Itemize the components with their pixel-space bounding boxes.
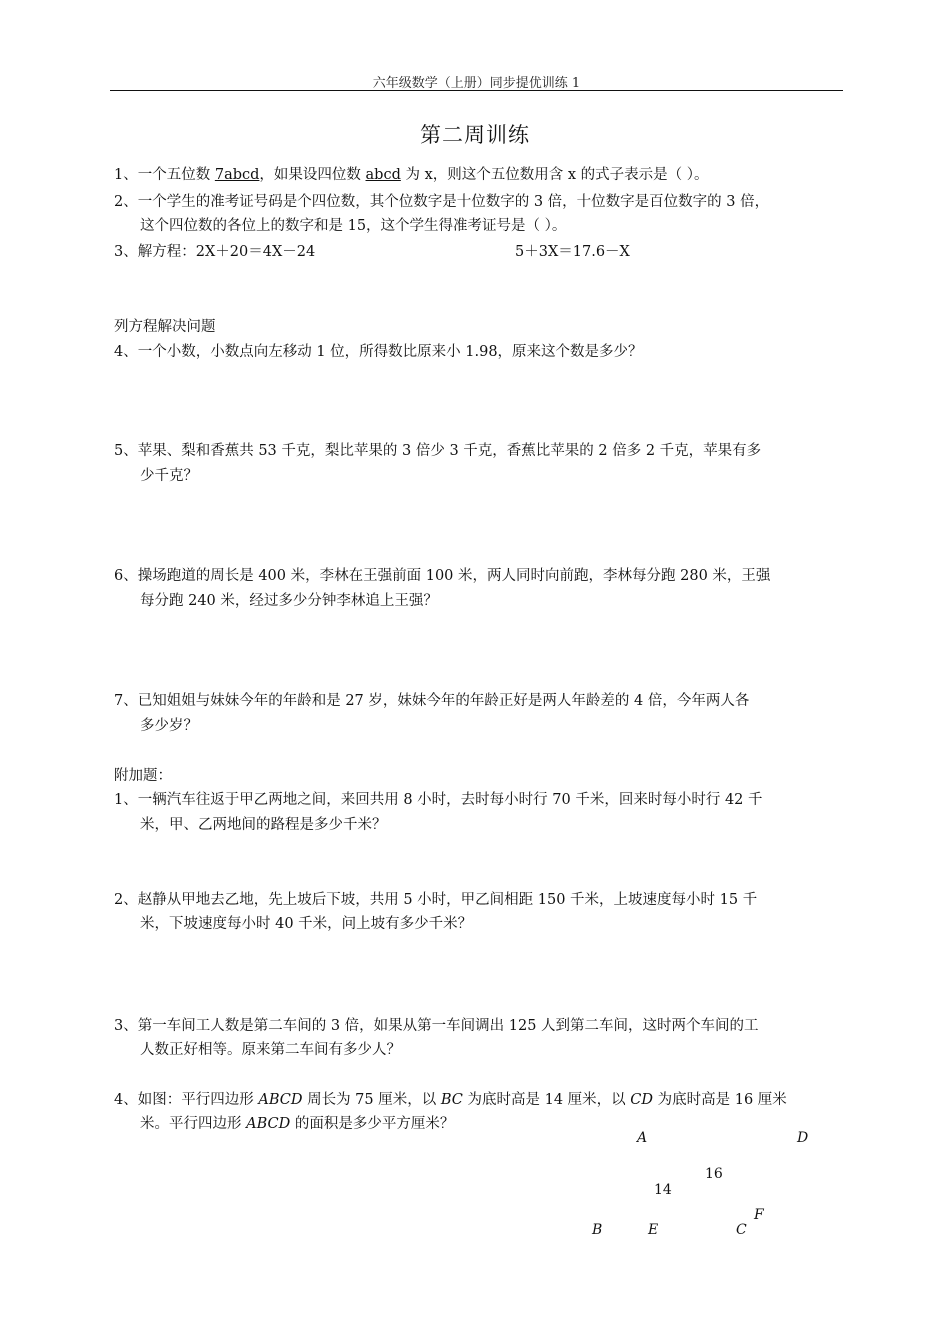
figure-label-a: A [637, 1130, 648, 1146]
e4-l2-abcd: ABCD [246, 1116, 291, 1132]
q1-prefix: 1、一个五位数 [114, 167, 215, 183]
e4-abcd: ABCD [258, 1092, 303, 1108]
header-rule [110, 90, 843, 91]
extra-3-line-1: 3、第一车间工人数是第二车间的 3 倍，如果从第一车间调出 125 人到第二车间，这时两个车间的工 [114, 1018, 759, 1034]
figure-label-14: 14 [654, 1182, 672, 1198]
question-7-line-2: 多少岁？ [140, 718, 198, 734]
extra-2-line-2: 米，下坡速度每小时 40 千米，问上坡有多少千米？ [140, 916, 473, 932]
question-1 [114, 165, 709, 185]
page-header: 六年级数学（上册）同步提优训练 1 [372, 76, 581, 91]
question-2-line-2: 这个四位数的各位上的数字和是 15，这个学生得准考证号是（ ）。 [140, 218, 567, 234]
q1-mid: ，如果设四位数 [259, 167, 366, 183]
q1-number-7abcd: 7abcd [214, 167, 260, 183]
figure-label-16: 16 [705, 1166, 723, 1182]
question-3-equation-2: 5＋3X＝17.6－X [515, 244, 630, 260]
q1-suffix: 为 x，则这个五位数用含 x 的式子表示是（ ）。 [400, 167, 709, 183]
figure-label-b: B [592, 1222, 603, 1238]
extra-1-line-1: 1、一辆汽车往返于甲乙两地之间，来回共用 8 小时，去时每小时行 70 千米，回来时每小时行 42 千 [114, 792, 763, 808]
question-5-line-2: 少千克？ [140, 468, 198, 484]
question-2-line-1: 2、一个学生的准考证号码是个四位数，其个位数字是十位数字的 3 倍，十位数字是百位数字的 3 倍， [114, 194, 770, 210]
section-heading-word-problems: 列方程解决问题 [114, 319, 216, 335]
e4-l2-text-c: 的面积是多少平方厘米？ [290, 1116, 455, 1132]
question-7-line-1: 7、已知姐姐与妹妹今年的年龄和是 27 岁，妹妹今年的年龄正好是两人年龄差的 4 倍，今年两人各 [114, 693, 750, 709]
e4-cd: CD [630, 1092, 654, 1108]
extra-4-line-2 [140, 1114, 454, 1134]
page-title: 第二周训练 [420, 123, 530, 147]
e4-text-g: 为底时高是 16 厘米 [653, 1092, 787, 1108]
question-5-line-1: 5、苹果、梨和香蕉共 53 千克，梨比苹果的 3 倍少 3 千克，香蕉比苹果的 2 倍多 2 千克，苹果有多 [114, 443, 762, 459]
e4-text-c: 周长为 75 厘米，以 [302, 1092, 441, 1108]
figure-label-e: E [648, 1222, 659, 1238]
question-4: 4、一个小数，小数点向左移动 1 位，所得数比原来小 1.98，原来这个数是多少？ [114, 344, 643, 360]
question-6-line-1: 6、操场跑道的周长是 400 米，李林在王强前面 100 米，两人同时向前跑，李林每分跑 280 米，王强 [114, 568, 771, 584]
extra-1-line-2: 米，甲、乙两地间的路程是多少千米？ [140, 817, 387, 833]
question-3: 3、解方程：2X＋20＝4X－24 [114, 244, 316, 260]
q1-number-abcd: abcd [365, 167, 401, 183]
section-heading-extra: 附加题： [114, 768, 172, 784]
e4-bc: BC [440, 1092, 463, 1108]
figure-label-c: C [736, 1222, 747, 1238]
question-6-line-2: 每分跑 240 米，经过多少分钟李林追上王强？ [140, 593, 438, 609]
e4-text-a: 4、如图：平行四边形 [114, 1092, 259, 1108]
e4-l2-text-a: 米。平行四边形 [140, 1116, 247, 1132]
e4-text-e: 为底时高是 14 厘米，以 [462, 1092, 631, 1108]
figure-label-f: F [754, 1207, 764, 1223]
figure-label-d: D [797, 1130, 809, 1146]
extra-3-line-2: 人数正好相等。原来第二车间有多少人？ [140, 1042, 401, 1058]
extra-2-line-1: 2、赵静从甲地去乙地，先上坡后下坡，共用 5 小时，甲乙间相距 150 千米，上坡速度每小时 15 千 [114, 892, 758, 908]
extra-4-line-1 [114, 1090, 787, 1110]
